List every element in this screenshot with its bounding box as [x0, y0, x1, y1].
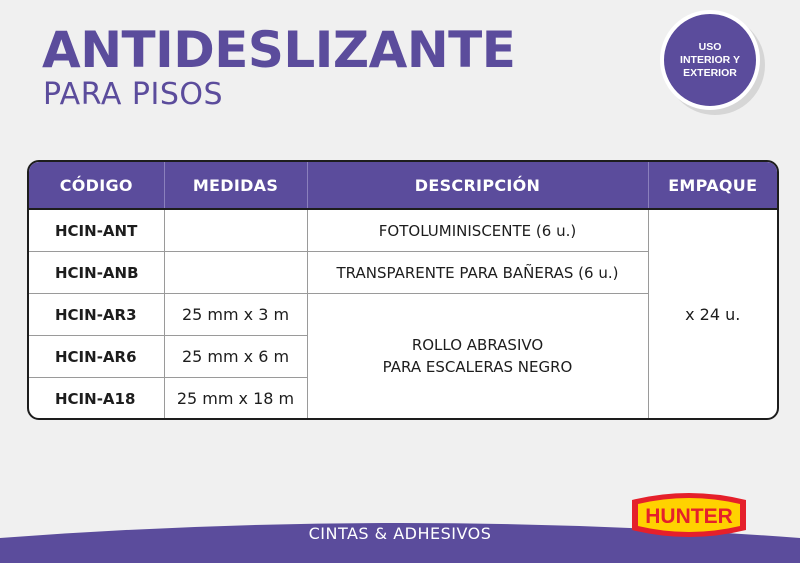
page-title: ANTIDESLIZANTE: [42, 21, 516, 79]
cell-packaging: x 24 u.: [648, 209, 777, 419]
footer-category: CINTAS & ADHESIVOS: [308, 524, 492, 543]
table-header-row: [29, 162, 777, 209]
cell-code: HCIN-AR3: [29, 294, 164, 336]
cell-size: [164, 209, 307, 252]
hunter-logo: [628, 490, 750, 540]
cell-code: HCIN-ANB: [29, 252, 164, 294]
cell-size: [164, 252, 307, 294]
cell-code: HCIN-A18: [29, 378, 164, 420]
header-code: CÓDIGO: [29, 162, 164, 209]
usage-badge-text: USO INTERIOR Y EXTERIOR: [680, 40, 740, 79]
table-row: [29, 209, 777, 252]
cell-code: HCIN-ANT: [29, 209, 164, 252]
cell-description: FOTOLUMINISCENTE (6 u.): [307, 209, 648, 252]
cell-size: 25 mm x 6 m: [164, 336, 307, 378]
header-description: DESCRIPCIÓN: [307, 162, 648, 209]
header-size: MEDIDAS: [164, 162, 307, 209]
cell-code: HCIN-AR6: [29, 336, 164, 378]
product-table: [27, 160, 779, 420]
cell-description: TRANSPARENTE PARA BAÑERAS (6 u.): [307, 252, 648, 294]
cell-description: ROLLO ABRASIVO PARA ESCALERAS NEGRO: [307, 294, 648, 420]
cell-size: 25 mm x 18 m: [164, 378, 307, 420]
page-subtitle: PARA PISOS: [43, 77, 224, 112]
cell-size: 25 mm x 3 m: [164, 294, 307, 336]
header-packaging: EMPAQUE: [648, 162, 777, 209]
usage-badge: [660, 10, 760, 110]
hunter-logo-text: HUNTER: [645, 505, 733, 528]
